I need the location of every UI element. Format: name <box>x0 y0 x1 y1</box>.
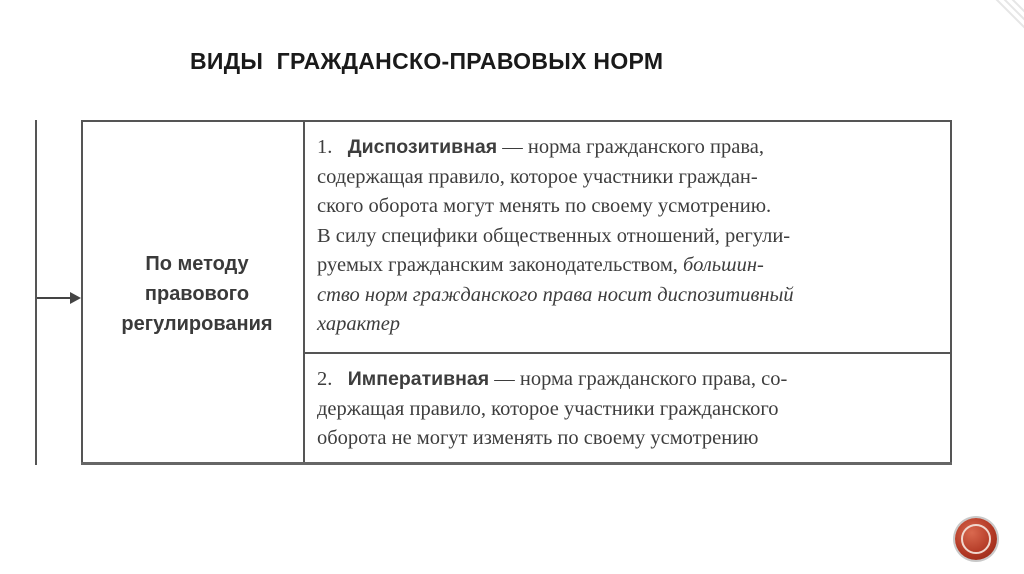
definition-text: — норма гражданского права, <box>497 136 765 158</box>
row-number: 1. <box>317 136 333 158</box>
row-line <box>317 365 937 395</box>
row-number: 2. <box>317 368 333 390</box>
norms-table <box>81 120 952 465</box>
row-line: держащая правило, которое участники гражданского <box>317 397 779 420</box>
definition-text: — норма гражданского права, со- <box>489 368 788 390</box>
table-row-imperative <box>317 365 937 454</box>
row-line: содержащая правило, которое участники граждан- <box>317 165 758 188</box>
category-label: По методу правового регулирования <box>121 252 273 335</box>
arrow-right-icon <box>37 297 72 299</box>
term-dispositive: Диспозитивная <box>347 136 498 158</box>
term-imperative: Императивная <box>347 368 490 390</box>
logo-ring <box>961 524 991 554</box>
arrow-head-icon <box>70 292 81 304</box>
left-bracket-line <box>35 120 37 465</box>
column-divider <box>303 122 305 465</box>
row-line <box>317 133 937 163</box>
row-line: оборота не могут изменять по своему усмотрению <box>317 427 759 449</box>
corner-decoration <box>990 0 1024 34</box>
row-line-italic: ство норм гражданского права носит диспозитивный <box>317 283 794 306</box>
row-line-italic: характер <box>317 313 401 335</box>
page-title: ВИДЫ ГРАЖДАНСКО-ПРАВОВЫХ НОРМ <box>190 48 664 74</box>
italic-text: большин- <box>683 254 764 276</box>
table-row-dispositive <box>317 133 937 340</box>
definition-text: руемых гражданским законодательством, <box>317 254 684 276</box>
row-line: ского оборота могут менять по своему усмотрению. <box>317 195 772 217</box>
seal-logo-icon <box>955 518 997 560</box>
row-divider <box>305 352 950 354</box>
category-cell <box>83 122 303 465</box>
row-line: В силу специфики общественных отношений, регули- <box>317 224 791 247</box>
row-line <box>317 251 937 281</box>
